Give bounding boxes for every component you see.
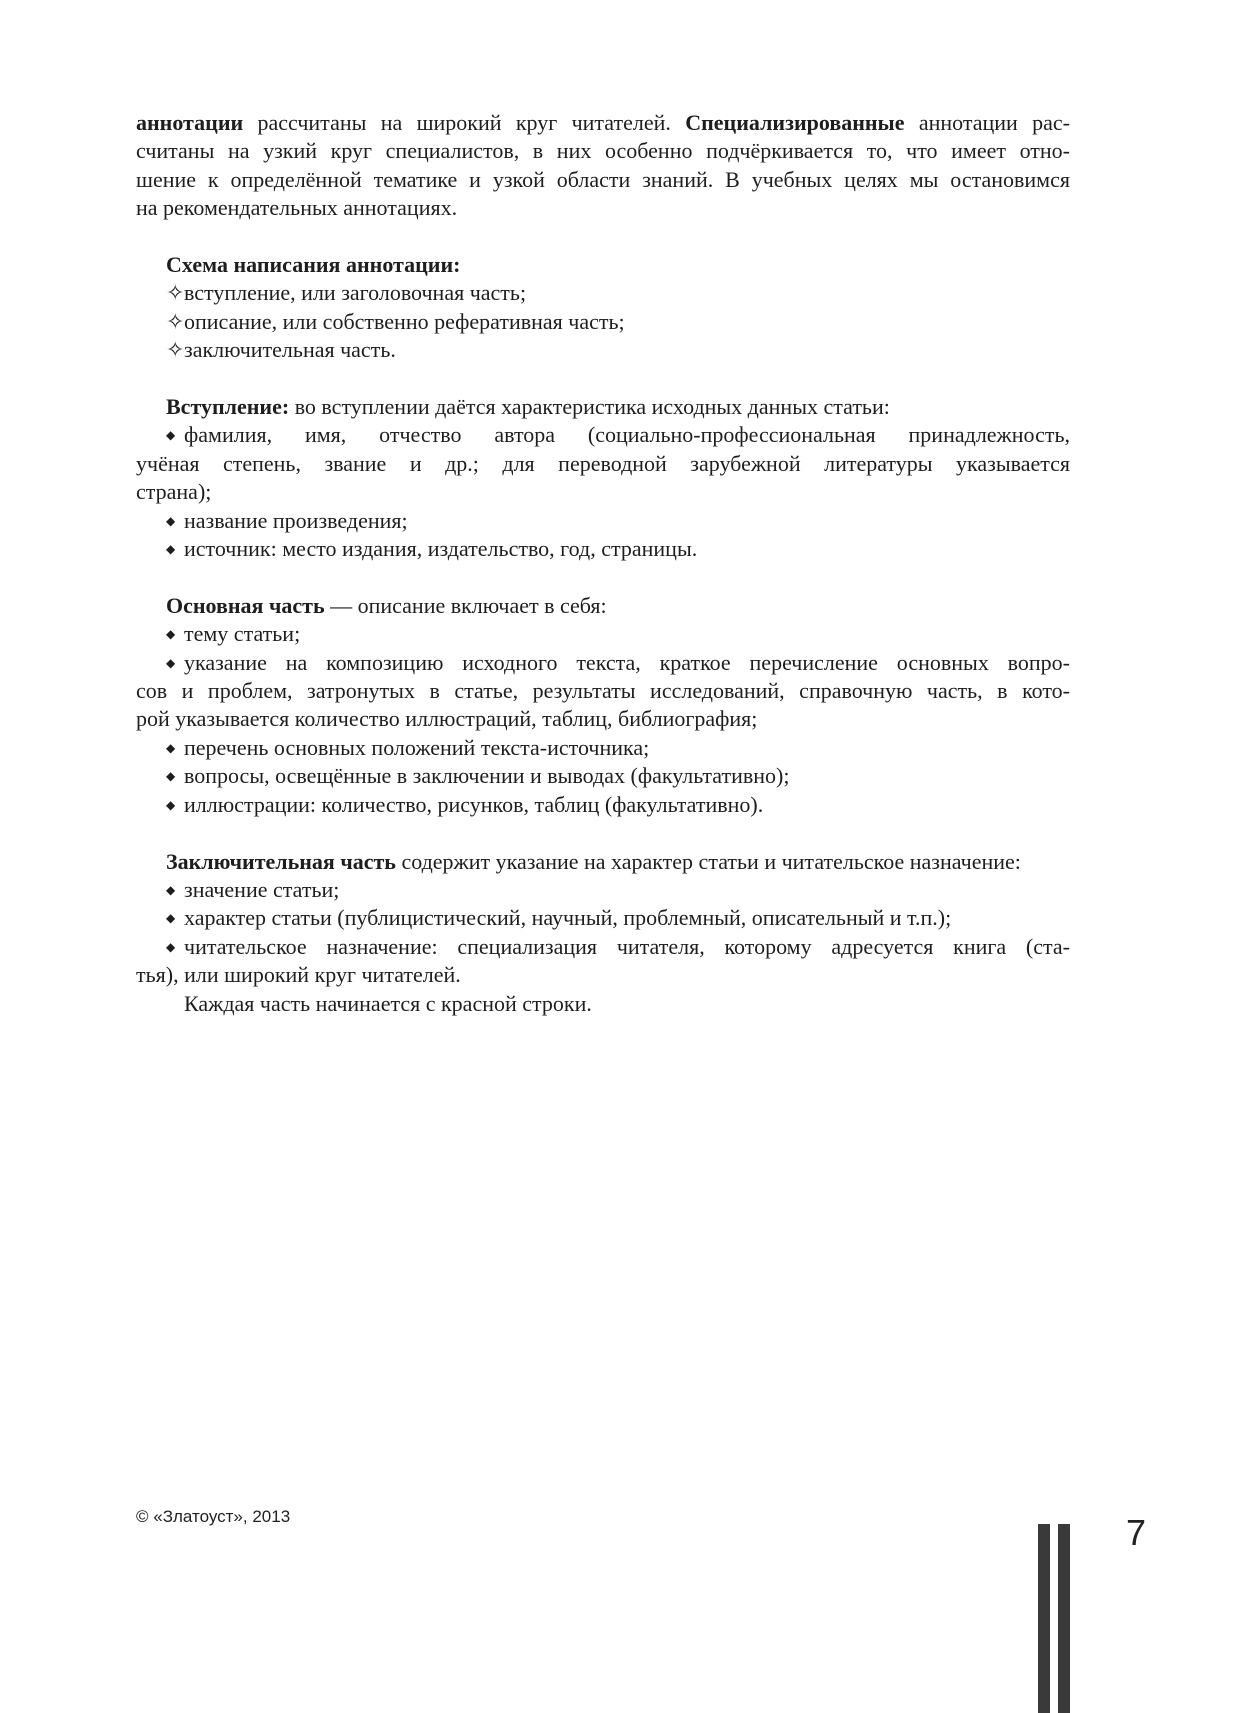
- text-run: во вступлении даётся характеристика исходных данных статьи:: [289, 394, 890, 420]
- intro-line: считаны на узкий круг специалистов, в них особенно подчёркивается то, что имеет отно-: [136, 138, 1070, 164]
- list-item: [136, 762, 1070, 790]
- list-item: [136, 421, 1070, 449]
- decorative-bar: [1058, 1524, 1070, 1713]
- list-item: [136, 507, 1070, 535]
- list-item: [136, 649, 1070, 677]
- section-heading-text: Заключительная часть: [166, 848, 396, 874]
- main-section-heading: [136, 592, 1070, 620]
- scheme-item: [136, 279, 1070, 307]
- list-item-text: иллюстрации: количество, рисунков, таблиц (факультативно).: [184, 791, 764, 817]
- list-item: [136, 620, 1070, 648]
- list-item-continuation: тья), или широкий круг читателей.: [136, 962, 461, 988]
- intro-line: [136, 109, 1070, 137]
- diamond-bullet-icon: ◆: [166, 627, 176, 642]
- page-number: 7: [1126, 1512, 1147, 1553]
- list-item: [136, 535, 1070, 563]
- star-icon: ✧: [166, 280, 185, 306]
- list-item-continuation: сов и проблем, затронутых в статье, результаты исследований, справочную часть, в кото-: [136, 678, 1070, 704]
- list-item-text: источник: место издания, издательство, год, страницы.: [184, 536, 698, 562]
- scheme-item: [136, 308, 1070, 336]
- text-run: рассчитаны на широкий круг читателей.: [243, 110, 686, 135]
- diamond-bullet-icon: ◆: [166, 769, 176, 784]
- list-item: [136, 791, 1070, 819]
- diamond-bullet-icon: ◆: [166, 797, 176, 812]
- scheme-item: [136, 336, 1070, 364]
- scheme-heading-text: Схема написания аннотации:: [166, 252, 461, 278]
- list-item-text: характер статьи (публицистический, научный, проблемный, описательный и т.п.);: [184, 905, 952, 931]
- text-run: — описание включает в себя:: [324, 592, 607, 618]
- list-item-text: читательское назначение: специализация читателя, которому адресуется книга (ста-: [184, 933, 1070, 959]
- list-item-text: значение статьи;: [184, 876, 340, 902]
- list-item-text: тему статьи;: [184, 621, 301, 647]
- list-item-continuation: рой указывается количество иллюстраций, таблиц, библиография;: [136, 706, 758, 732]
- term-specialized: Специализированные: [685, 110, 905, 135]
- list-item-text: название произведения;: [184, 507, 408, 533]
- scheme-heading: [136, 251, 1070, 279]
- final-section-heading: [136, 848, 1070, 876]
- intro-line: шение к определённой тематике и узкой области знаний. В учебных целях мы остановимся: [136, 166, 1070, 192]
- diamond-bullet-icon: ◆: [166, 655, 176, 670]
- copyright-notice: © «Златоуст», 2013: [136, 1507, 291, 1526]
- section-heading-text: Вступление:: [166, 394, 290, 420]
- section-heading-text: Основная часть: [166, 592, 325, 618]
- list-item: [136, 904, 1070, 932]
- diamond-bullet-icon: ◆: [166, 911, 176, 926]
- scheme-item-text: заключительная часть.: [184, 337, 396, 363]
- diamond-bullet-icon: ◆: [166, 740, 176, 755]
- intro-line: на рекомендательных аннотациях.: [136, 195, 458, 221]
- diamond-bullet-icon: ◆: [166, 428, 176, 443]
- diamond-bullet-icon: ◆: [166, 513, 176, 528]
- diamond-bullet-icon: ◆: [166, 542, 176, 557]
- page-content: [136, 109, 1070, 1018]
- list-item-text: вопросы, освещённые в заключении и выводах (факультативно);: [184, 763, 790, 789]
- list-item: [136, 734, 1070, 762]
- list-item-continuation: страна);: [136, 479, 212, 505]
- intro-section-heading: [136, 393, 1070, 421]
- scheme-item-text: описание, или собственно реферативная часть;: [184, 308, 625, 334]
- text-run: содержит указание на характер статьи и читательское назначение:: [395, 848, 1021, 874]
- list-item: [136, 876, 1070, 904]
- list-item-text: указание на композицию исходного текста, краткое перечисление основных вопро-: [184, 649, 1070, 675]
- diamond-bullet-icon: ◆: [166, 939, 176, 954]
- list-item-text: перечень основных положений текста-источника;: [184, 734, 650, 760]
- decorative-bar: [1038, 1524, 1050, 1713]
- diamond-bullet-icon: ◆: [166, 882, 176, 897]
- text-run: аннотации рас-: [904, 110, 1070, 135]
- term-general: аннотации: [136, 110, 244, 135]
- scheme-item-text: вступление, или заголовочная часть;: [184, 280, 527, 306]
- list-item-text: фамилия, имя, отчество автора (социально-профессиональная принадлежность,: [184, 422, 1070, 448]
- star-icon: ✧: [166, 308, 185, 334]
- list-item-continuation: учёная степень, звание и др.; для переводной зарубежной литературы указывается: [136, 450, 1070, 476]
- star-icon: ✧: [166, 337, 185, 363]
- list-item: [136, 933, 1070, 961]
- closing-paragraph: Каждая часть начинается с красной строки.: [184, 990, 592, 1016]
